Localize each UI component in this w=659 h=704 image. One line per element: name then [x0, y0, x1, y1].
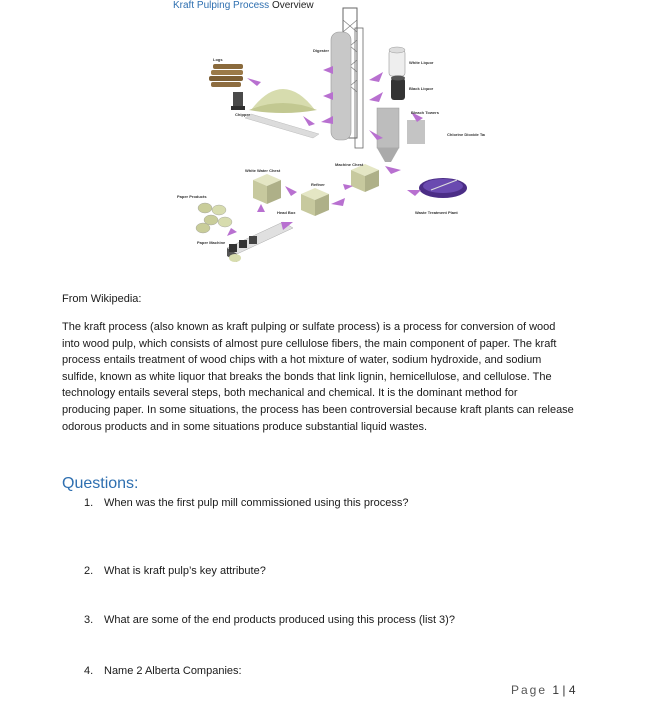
machine-chest — [351, 164, 379, 192]
paragraph-line: technology entails several steps, both mechanical and chemical. It is the dominant method for — [62, 387, 518, 400]
label-waste-treatment-plant: Waste Treatment Plant — [415, 210, 458, 215]
label-chipper: Chipper — [235, 112, 251, 117]
label-refiner: Refiner — [311, 182, 325, 187]
page-footer: Page 1 | 4 — [511, 683, 576, 697]
label-logs: Logs — [213, 57, 223, 62]
logs-illustration — [209, 64, 243, 87]
question-4: 4. Name 2 Alberta Companies: — [84, 665, 242, 677]
label-chlorine-dioxide-tank: Chlorine Dioxide Tank — [447, 132, 485, 137]
paragraph-line: into wood pulp, which consists of almost pure cellulose fibers, the main component of paper. The kraft — [62, 337, 557, 350]
paragraph-line: process entails treatment of wood chips with a hot mixture of water, sodium hydroxide, and sodium — [62, 354, 542, 367]
chipper-illustration — [231, 92, 245, 110]
paragraph-line: odorous products and in some situations produce substantial liquid wastes. — [62, 420, 428, 433]
paragraph-line: producing paper. In some situations, the process has been controversial because kraft plants can release — [62, 403, 574, 416]
liquor-tanks — [389, 47, 405, 100]
label-white-water-chest: White Water Chest — [245, 168, 281, 173]
kraft-process-diagram — [165, 0, 485, 275]
process-illustration — [165, 0, 485, 275]
digester-tower — [331, 8, 363, 148]
question-1: 1. When was the first pulp mill commissioned using this process? — [84, 497, 409, 509]
white-water-chest — [253, 174, 281, 204]
waste-treatment-plant — [419, 178, 467, 198]
conveyor — [245, 114, 319, 138]
label-digester: Digester — [313, 48, 330, 53]
paper-rolls — [196, 203, 232, 233]
source-line: From Wikipedia: — [62, 293, 142, 305]
label-head-box: Head Box — [277, 210, 296, 215]
question-3: 3. What are some of the end products produced using this process (list 3)? — [84, 614, 455, 626]
paragraph-line: The kraft process (also known as kraft pulping or sulfate process) is a process for conversion of wood — [62, 321, 556, 333]
question-2: 2. What is kraft pulp’s key attribute? — [84, 565, 266, 577]
label-white-liquor: White Liquor — [409, 60, 434, 65]
refiner — [301, 188, 329, 216]
figure-title: Kraft Pulping Process Overview — [173, 0, 314, 11]
label-bleach-towers: Bleach Towers — [411, 110, 439, 115]
label-paper-products: Paper Products — [177, 194, 207, 199]
body-paragraph — [62, 319, 588, 435]
paragraph-line: sulfide, known as white liquor that breaks the bonds that link lignin, hemicellulose, and cellulose. The — [62, 370, 552, 383]
label-paper-machine: Paper Machine — [197, 240, 226, 245]
label-machine-chest: Machine Chest — [335, 162, 364, 167]
questions-heading: Questions: — [62, 475, 139, 492]
label-black-liquor: Black Liquor — [409, 86, 434, 91]
